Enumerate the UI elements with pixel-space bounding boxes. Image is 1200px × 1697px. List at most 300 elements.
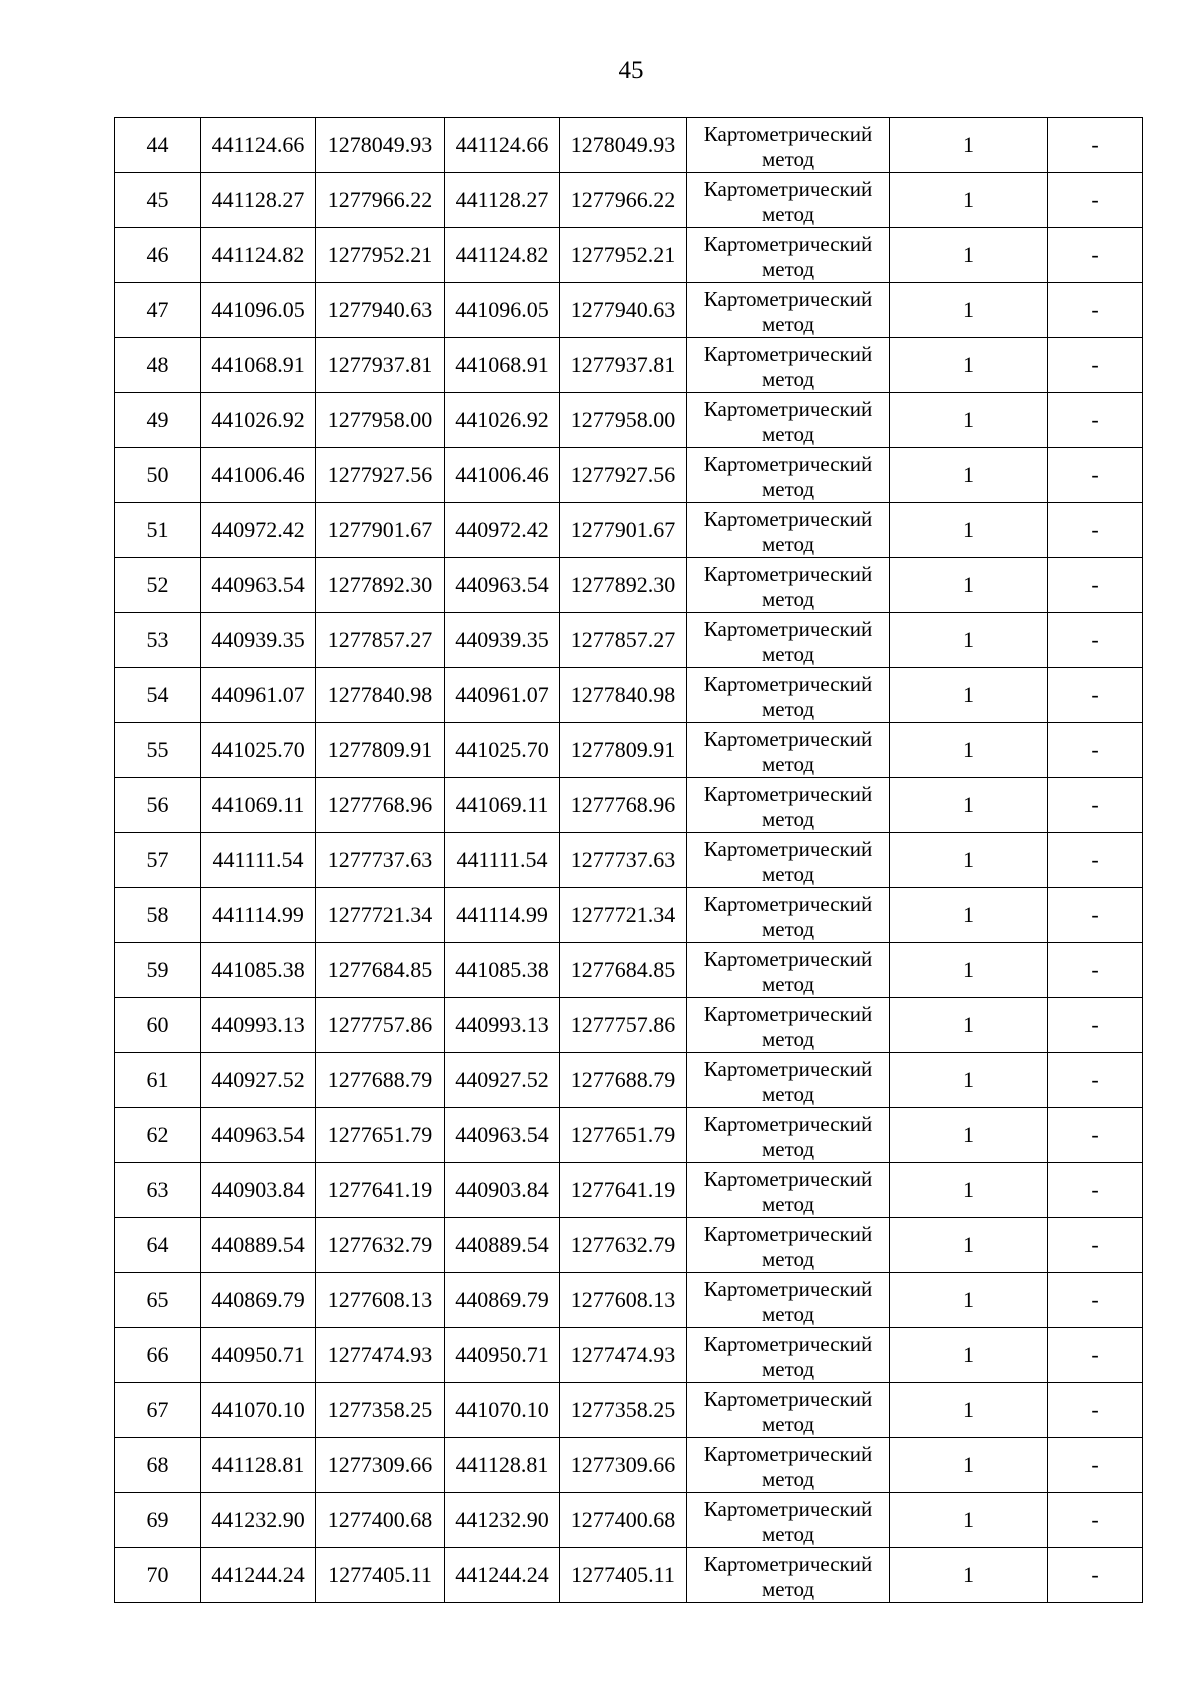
method-cell — [687, 613, 890, 668]
coordinates-table — [114, 117, 1143, 1603]
y-coordinate-cell: 1277400.68 — [316, 1493, 445, 1548]
table-row — [115, 723, 1143, 778]
accuracy-cell: 1 — [890, 448, 1048, 503]
x-coordinate-2-cell: 441128.27 — [445, 173, 560, 228]
accuracy-cell: 1 — [890, 1383, 1048, 1438]
method-label-line2: метод — [761, 421, 815, 446]
note-cell: - — [1048, 338, 1143, 393]
x-coordinate-2-cell: 440963.54 — [445, 558, 560, 613]
method-cell — [687, 1108, 890, 1163]
method-label-line2: метод — [761, 586, 815, 611]
x-coordinate-cell: 440950.71 — [201, 1328, 316, 1383]
y-coordinate-cell: 1277757.86 — [316, 998, 445, 1053]
point-number-cell: 67 — [115, 1383, 201, 1438]
point-number-cell: 45 — [115, 173, 201, 228]
point-number-cell: 53 — [115, 613, 201, 668]
y-coordinate-2-cell: 1277405.11 — [560, 1548, 687, 1603]
method-label-line1: Картометрический — [703, 396, 873, 421]
note-cell: - — [1048, 723, 1143, 778]
table-row — [115, 668, 1143, 723]
y-coordinate-cell: 1277857.27 — [316, 613, 445, 668]
page-number: 45 — [618, 57, 644, 84]
note-cell: - — [1048, 1273, 1143, 1328]
x-coordinate-2-cell: 440993.13 — [445, 998, 560, 1053]
accuracy-cell: 1 — [890, 943, 1048, 998]
y-coordinate-2-cell: 1277474.93 — [560, 1328, 687, 1383]
x-coordinate-cell: 441114.99 — [201, 888, 316, 943]
point-number-cell: 48 — [115, 338, 201, 393]
method-label-line2: метод — [761, 1301, 815, 1326]
note-cell: - — [1048, 1328, 1143, 1383]
x-coordinate-cell: 440963.54 — [201, 1108, 316, 1163]
method-label-line1: Картометрический — [703, 341, 873, 366]
y-coordinate-cell: 1277892.30 — [316, 558, 445, 613]
accuracy-cell: 1 — [890, 1108, 1048, 1163]
x-coordinate-cell: 440903.84 — [201, 1163, 316, 1218]
y-coordinate-2-cell: 1277358.25 — [560, 1383, 687, 1438]
x-coordinate-2-cell: 440961.07 — [445, 668, 560, 723]
x-coordinate-2-cell: 440963.54 — [445, 1108, 560, 1163]
method-label-line1: Картометрический — [703, 1386, 873, 1411]
accuracy-cell: 1 — [890, 558, 1048, 613]
y-coordinate-2-cell: 1277901.67 — [560, 503, 687, 558]
method-label-line1: Картометрический — [703, 176, 873, 201]
method-label-line1: Картометрический — [703, 561, 873, 586]
point-number-cell: 51 — [115, 503, 201, 558]
y-coordinate-2-cell: 1277641.19 — [560, 1163, 687, 1218]
table-row — [115, 833, 1143, 888]
accuracy-cell: 1 — [890, 723, 1048, 778]
method-cell — [687, 1053, 890, 1108]
y-coordinate-cell: 1277474.93 — [316, 1328, 445, 1383]
x-coordinate-2-cell: 441128.81 — [445, 1438, 560, 1493]
x-coordinate-2-cell: 441124.66 — [445, 118, 560, 173]
note-cell: - — [1048, 228, 1143, 283]
note-cell: - — [1048, 613, 1143, 668]
method-label-line1: Картометрический — [703, 1056, 873, 1081]
point-number-cell: 55 — [115, 723, 201, 778]
y-coordinate-2-cell: 1277400.68 — [560, 1493, 687, 1548]
method-cell — [687, 668, 890, 723]
note-cell: - — [1048, 1438, 1143, 1493]
table-row — [115, 1328, 1143, 1383]
y-coordinate-2-cell: 1277927.56 — [560, 448, 687, 503]
x-coordinate-2-cell: 440950.71 — [445, 1328, 560, 1383]
y-coordinate-2-cell: 1277840.98 — [560, 668, 687, 723]
table-row — [115, 1108, 1143, 1163]
method-cell — [687, 888, 890, 943]
y-coordinate-2-cell: 1277892.30 — [560, 558, 687, 613]
method-cell — [687, 338, 890, 393]
accuracy-cell: 1 — [890, 778, 1048, 833]
point-number-cell: 58 — [115, 888, 201, 943]
accuracy-cell: 1 — [890, 1273, 1048, 1328]
table-row — [115, 118, 1143, 173]
accuracy-cell: 1 — [890, 338, 1048, 393]
point-number-cell: 47 — [115, 283, 201, 338]
method-label-line1: Картометрический — [703, 1331, 873, 1356]
note-cell: - — [1048, 283, 1143, 338]
accuracy-cell: 1 — [890, 228, 1048, 283]
method-cell — [687, 173, 890, 228]
method-label-line2: метод — [761, 641, 815, 666]
y-coordinate-cell: 1277688.79 — [316, 1053, 445, 1108]
point-number-cell: 57 — [115, 833, 201, 888]
accuracy-cell: 1 — [890, 668, 1048, 723]
y-coordinate-cell: 1277940.63 — [316, 283, 445, 338]
method-label-line2: метод — [761, 201, 815, 226]
y-coordinate-cell: 1277309.66 — [316, 1438, 445, 1493]
x-coordinate-cell: 440993.13 — [201, 998, 316, 1053]
accuracy-cell: 1 — [890, 1053, 1048, 1108]
x-coordinate-cell: 441085.38 — [201, 943, 316, 998]
method-label-line2: метод — [761, 1246, 815, 1271]
method-label-line1: Картометрический — [703, 1496, 873, 1521]
y-coordinate-cell: 1277809.91 — [316, 723, 445, 778]
x-coordinate-2-cell: 440972.42 — [445, 503, 560, 558]
point-number-cell: 60 — [115, 998, 201, 1053]
y-coordinate-cell: 1277952.21 — [316, 228, 445, 283]
method-label-line2: метод — [761, 971, 815, 996]
method-label-line2: метод — [761, 1191, 815, 1216]
table-row — [115, 1383, 1143, 1438]
note-cell: - — [1048, 173, 1143, 228]
method-cell — [687, 1438, 890, 1493]
table-row — [115, 338, 1143, 393]
method-cell — [687, 998, 890, 1053]
table-row — [115, 1493, 1143, 1548]
x-coordinate-cell: 440963.54 — [201, 558, 316, 613]
x-coordinate-2-cell: 441232.90 — [445, 1493, 560, 1548]
method-label-line2: метод — [761, 806, 815, 831]
x-coordinate-2-cell: 441085.38 — [445, 943, 560, 998]
method-cell — [687, 1493, 890, 1548]
table-row — [115, 998, 1143, 1053]
method-label-line2: метод — [761, 1356, 815, 1381]
method-label-line1: Картометрический — [703, 671, 873, 696]
method-label-line2: метод — [761, 1576, 815, 1601]
method-label-line1: Картометрический — [703, 286, 873, 311]
method-label-line2: метод — [761, 366, 815, 391]
x-coordinate-cell: 441096.05 — [201, 283, 316, 338]
y-coordinate-cell: 1277966.22 — [316, 173, 445, 228]
point-number-cell: 61 — [115, 1053, 201, 1108]
table-row — [115, 228, 1143, 283]
method-label-line2: метод — [761, 696, 815, 721]
point-number-cell: 50 — [115, 448, 201, 503]
y-coordinate-2-cell: 1277757.86 — [560, 998, 687, 1053]
y-coordinate-cell: 1277641.19 — [316, 1163, 445, 1218]
x-coordinate-cell: 441244.24 — [201, 1548, 316, 1603]
note-cell: - — [1048, 1548, 1143, 1603]
table-row — [115, 1163, 1143, 1218]
method-label-line1: Картометрический — [703, 781, 873, 806]
note-cell: - — [1048, 558, 1143, 613]
x-coordinate-2-cell: 441244.24 — [445, 1548, 560, 1603]
x-coordinate-cell: 441128.81 — [201, 1438, 316, 1493]
method-label-line1: Картометрический — [703, 1441, 873, 1466]
point-number-cell: 66 — [115, 1328, 201, 1383]
method-label-line1: Картометрический — [703, 1221, 873, 1246]
accuracy-cell: 1 — [890, 1438, 1048, 1493]
method-cell — [687, 1383, 890, 1438]
method-cell — [687, 118, 890, 173]
y-coordinate-2-cell: 1278049.93 — [560, 118, 687, 173]
x-coordinate-cell: 441124.82 — [201, 228, 316, 283]
y-coordinate-2-cell: 1277940.63 — [560, 283, 687, 338]
note-cell: - — [1048, 778, 1143, 833]
y-coordinate-cell: 1277358.25 — [316, 1383, 445, 1438]
x-coordinate-2-cell: 441025.70 — [445, 723, 560, 778]
x-coordinate-cell: 441070.10 — [201, 1383, 316, 1438]
note-cell: - — [1048, 1493, 1143, 1548]
accuracy-cell: 1 — [890, 1548, 1048, 1603]
method-label-line2: метод — [761, 146, 815, 171]
table-body — [115, 118, 1143, 1603]
table-row — [115, 1218, 1143, 1273]
method-label-line1: Картометрический — [703, 1276, 873, 1301]
table-row — [115, 1548, 1143, 1603]
accuracy-cell: 1 — [890, 888, 1048, 943]
y-coordinate-cell: 1277651.79 — [316, 1108, 445, 1163]
method-label-line2: метод — [761, 1466, 815, 1491]
y-coordinate-cell: 1277768.96 — [316, 778, 445, 833]
accuracy-cell: 1 — [890, 118, 1048, 173]
note-cell: - — [1048, 1218, 1143, 1273]
x-coordinate-2-cell: 440889.54 — [445, 1218, 560, 1273]
note-cell: - — [1048, 1053, 1143, 1108]
method-label-line1: Картометрический — [703, 231, 873, 256]
method-label-line2: метод — [761, 476, 815, 501]
y-coordinate-cell: 1277958.00 — [316, 393, 445, 448]
point-number-cell: 68 — [115, 1438, 201, 1493]
method-label-line2: метод — [761, 1026, 815, 1051]
point-number-cell: 54 — [115, 668, 201, 723]
x-coordinate-cell: 440972.42 — [201, 503, 316, 558]
point-number-cell: 62 — [115, 1108, 201, 1163]
method-label-line2: метод — [761, 311, 815, 336]
point-number-cell: 46 — [115, 228, 201, 283]
method-label-line2: метод — [761, 531, 815, 556]
method-label-line2: метод — [761, 751, 815, 776]
method-cell — [687, 778, 890, 833]
y-coordinate-cell: 1277721.34 — [316, 888, 445, 943]
x-coordinate-cell: 441026.92 — [201, 393, 316, 448]
y-coordinate-cell: 1277405.11 — [316, 1548, 445, 1603]
y-coordinate-cell: 1277901.67 — [316, 503, 445, 558]
table-row — [115, 778, 1143, 833]
point-number-cell: 70 — [115, 1548, 201, 1603]
y-coordinate-2-cell: 1277768.96 — [560, 778, 687, 833]
y-coordinate-cell: 1277608.13 — [316, 1273, 445, 1328]
accuracy-cell: 1 — [890, 833, 1048, 888]
accuracy-cell: 1 — [890, 393, 1048, 448]
point-number-cell: 65 — [115, 1273, 201, 1328]
method-cell — [687, 503, 890, 558]
y-coordinate-2-cell: 1277651.79 — [560, 1108, 687, 1163]
method-cell — [687, 943, 890, 998]
table-row — [115, 503, 1143, 558]
y-coordinate-2-cell: 1277688.79 — [560, 1053, 687, 1108]
method-cell — [687, 723, 890, 778]
method-cell — [687, 833, 890, 888]
accuracy-cell: 1 — [890, 1328, 1048, 1383]
x-coordinate-2-cell: 441124.82 — [445, 228, 560, 283]
method-cell — [687, 1218, 890, 1273]
x-coordinate-cell: 440961.07 — [201, 668, 316, 723]
y-coordinate-2-cell: 1277721.34 — [560, 888, 687, 943]
y-coordinate-cell: 1278049.93 — [316, 118, 445, 173]
point-number-cell: 63 — [115, 1163, 201, 1218]
method-label-line2: метод — [761, 1136, 815, 1161]
x-coordinate-2-cell: 441111.54 — [445, 833, 560, 888]
table-row — [115, 1273, 1143, 1328]
x-coordinate-cell: 441124.66 — [201, 118, 316, 173]
point-number-cell: 56 — [115, 778, 201, 833]
y-coordinate-2-cell: 1277684.85 — [560, 943, 687, 998]
table-row — [115, 943, 1143, 998]
method-label-line2: метод — [761, 1081, 815, 1106]
x-coordinate-cell: 440889.54 — [201, 1218, 316, 1273]
method-label-line1: Картометрический — [703, 1551, 873, 1576]
x-coordinate-cell: 440869.79 — [201, 1273, 316, 1328]
method-label-line1: Картометрический — [703, 1001, 873, 1026]
y-coordinate-2-cell: 1277632.79 — [560, 1218, 687, 1273]
method-cell — [687, 228, 890, 283]
x-coordinate-cell: 441111.54 — [201, 833, 316, 888]
point-number-cell: 69 — [115, 1493, 201, 1548]
accuracy-cell: 1 — [890, 503, 1048, 558]
method-label-line2: метод — [761, 916, 815, 941]
method-label-line2: метод — [761, 861, 815, 886]
accuracy-cell: 1 — [890, 998, 1048, 1053]
method-label-line1: Картометрический — [703, 891, 873, 916]
x-coordinate-cell: 441006.46 — [201, 448, 316, 503]
note-cell: - — [1048, 943, 1143, 998]
table-row — [115, 173, 1143, 228]
x-coordinate-cell: 440927.52 — [201, 1053, 316, 1108]
y-coordinate-2-cell: 1277937.81 — [560, 338, 687, 393]
x-coordinate-2-cell: 441070.10 — [445, 1383, 560, 1438]
note-cell: - — [1048, 668, 1143, 723]
note-cell: - — [1048, 1163, 1143, 1218]
method-label-line1: Картометрический — [703, 451, 873, 476]
method-label-line2: метод — [761, 1411, 815, 1436]
note-cell: - — [1048, 503, 1143, 558]
x-coordinate-2-cell: 441026.92 — [445, 393, 560, 448]
table-row — [115, 888, 1143, 943]
method-cell — [687, 393, 890, 448]
x-coordinate-2-cell: 441096.05 — [445, 283, 560, 338]
method-cell — [687, 283, 890, 338]
x-coordinate-2-cell: 440927.52 — [445, 1053, 560, 1108]
note-cell: - — [1048, 393, 1143, 448]
y-coordinate-2-cell: 1277309.66 — [560, 1438, 687, 1493]
method-label-line1: Картометрический — [703, 726, 873, 751]
note-cell: - — [1048, 1108, 1143, 1163]
table-row — [115, 283, 1143, 338]
x-coordinate-2-cell: 441068.91 — [445, 338, 560, 393]
method-cell — [687, 448, 890, 503]
table-row — [115, 393, 1143, 448]
method-label-line1: Картометрический — [703, 1166, 873, 1191]
y-coordinate-2-cell: 1277958.00 — [560, 393, 687, 448]
method-cell — [687, 1273, 890, 1328]
y-coordinate-cell: 1277840.98 — [316, 668, 445, 723]
x-coordinate-cell: 441068.91 — [201, 338, 316, 393]
method-label-line1: Картометрический — [703, 616, 873, 641]
x-coordinate-cell: 441025.70 — [201, 723, 316, 778]
y-coordinate-2-cell: 1277809.91 — [560, 723, 687, 778]
x-coordinate-2-cell: 440903.84 — [445, 1163, 560, 1218]
method-cell — [687, 1163, 890, 1218]
x-coordinate-cell: 440939.35 — [201, 613, 316, 668]
method-cell — [687, 1328, 890, 1383]
y-coordinate-cell: 1277937.81 — [316, 338, 445, 393]
point-number-cell: 64 — [115, 1218, 201, 1273]
point-number-cell: 52 — [115, 558, 201, 613]
method-label-line1: Картометрический — [703, 836, 873, 861]
x-coordinate-2-cell: 441069.11 — [445, 778, 560, 833]
y-coordinate-2-cell: 1277737.63 — [560, 833, 687, 888]
x-coordinate-cell: 441069.11 — [201, 778, 316, 833]
table-row — [115, 613, 1143, 668]
note-cell: - — [1048, 118, 1143, 173]
x-coordinate-cell: 441128.27 — [201, 173, 316, 228]
y-coordinate-2-cell: 1277966.22 — [560, 173, 687, 228]
x-coordinate-cell: 441232.90 — [201, 1493, 316, 1548]
table-row — [115, 1438, 1143, 1493]
note-cell: - — [1048, 998, 1143, 1053]
method-cell — [687, 1548, 890, 1603]
y-coordinate-cell: 1277684.85 — [316, 943, 445, 998]
method-label-line1: Картометрический — [703, 946, 873, 971]
y-coordinate-cell: 1277927.56 — [316, 448, 445, 503]
table-row — [115, 1053, 1143, 1108]
y-coordinate-cell: 1277737.63 — [316, 833, 445, 888]
method-label-line2: метод — [761, 1521, 815, 1546]
note-cell: - — [1048, 833, 1143, 888]
accuracy-cell: 1 — [890, 283, 1048, 338]
accuracy-cell: 1 — [890, 173, 1048, 228]
y-coordinate-2-cell: 1277608.13 — [560, 1273, 687, 1328]
method-label-line1: Картометрический — [703, 1111, 873, 1136]
point-number-cell: 59 — [115, 943, 201, 998]
y-coordinate-2-cell: 1277857.27 — [560, 613, 687, 668]
accuracy-cell: 1 — [890, 1218, 1048, 1273]
note-cell: - — [1048, 448, 1143, 503]
point-number-cell: 49 — [115, 393, 201, 448]
method-cell — [687, 558, 890, 613]
x-coordinate-2-cell: 440939.35 — [445, 613, 560, 668]
accuracy-cell: 1 — [890, 1163, 1048, 1218]
table-row — [115, 448, 1143, 503]
method-label-line2: метод — [761, 256, 815, 281]
accuracy-cell: 1 — [890, 613, 1048, 668]
note-cell: - — [1048, 888, 1143, 943]
table-row — [115, 558, 1143, 613]
note-cell: - — [1048, 1383, 1143, 1438]
x-coordinate-2-cell: 440869.79 — [445, 1273, 560, 1328]
x-coordinate-2-cell: 441114.99 — [445, 888, 560, 943]
y-coordinate-cell: 1277632.79 — [316, 1218, 445, 1273]
point-number-cell: 44 — [115, 118, 201, 173]
method-label-line1: Картометрический — [703, 121, 873, 146]
accuracy-cell: 1 — [890, 1493, 1048, 1548]
x-coordinate-2-cell: 441006.46 — [445, 448, 560, 503]
y-coordinate-2-cell: 1277952.21 — [560, 228, 687, 283]
method-label-line1: Картометрический — [703, 506, 873, 531]
